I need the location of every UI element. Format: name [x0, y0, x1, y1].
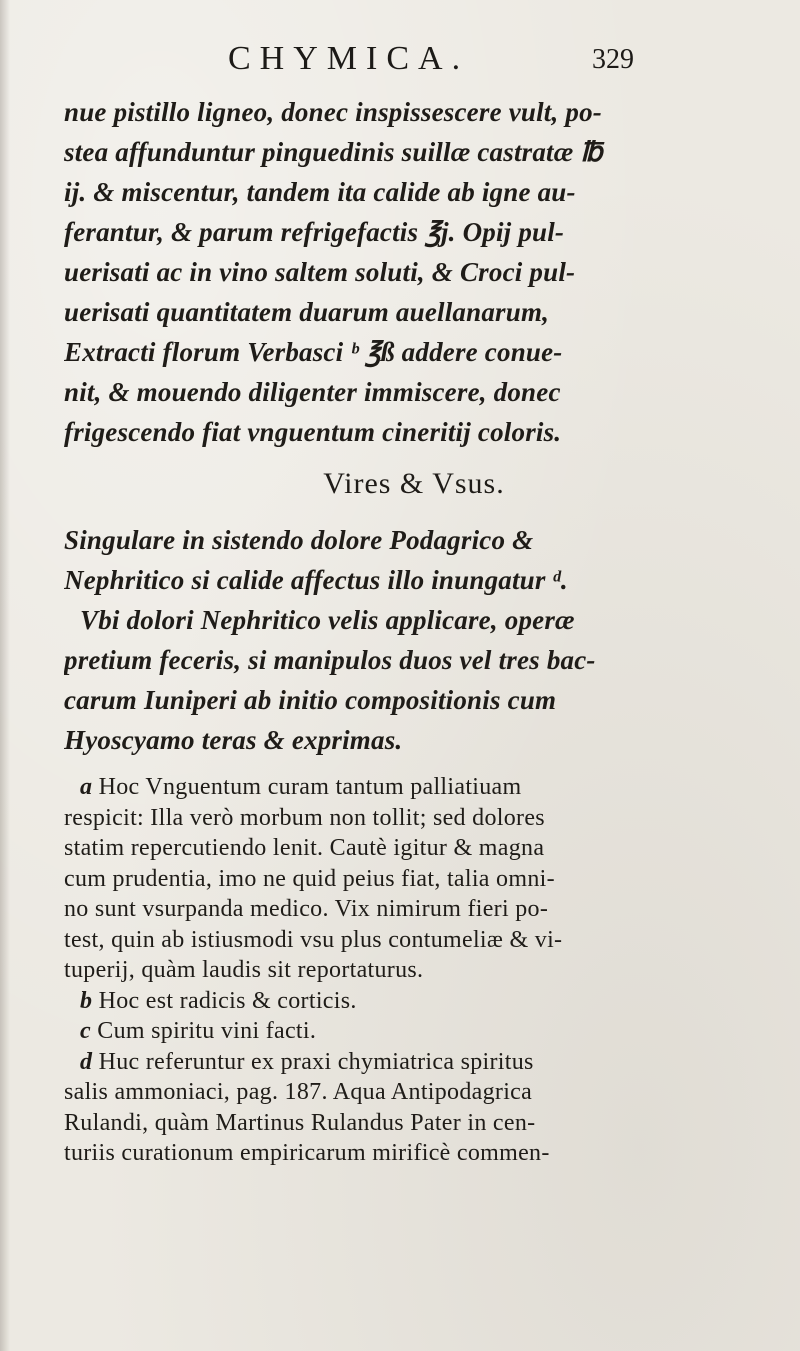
section-heading: Vires & Vsus.: [323, 467, 505, 500]
footnote-d: [64, 1047, 764, 1169]
page-header: [0, 40, 800, 90]
prescription-paragraph: [64, 92, 764, 452]
footnote-c: [64, 1016, 764, 1047]
footnote-line: [64, 772, 764, 803]
text-line: Nephritico si calide affectus illo inungatur ᵈ.: [64, 565, 568, 595]
spacer: [64, 760, 764, 772]
text-line: nit, & mouendo diligenter immiscere, donec: [64, 377, 561, 407]
footnote-text: Huc referuntur ex praxi chymiatrica spiritus: [98, 1048, 534, 1075]
text-line: Singulare in sistendo dolore Podagrico &: [64, 525, 534, 555]
footnote-line: statim repercutiendo lenit. Cautè igitur & magna: [64, 835, 545, 861]
footnote-line: no sunt vsurpanda medico. Vix nimirum fieri po-: [64, 896, 549, 922]
text-line: uerisati ac in vino saltem soluti, & Croci pul-: [64, 257, 576, 287]
footnote-line: [64, 986, 764, 1017]
text-line: ferantur, & parum refrigefactis ℥j. Opij pul-: [64, 217, 565, 247]
text-line: frigescendo fiat vnguentum cineritij coloris.: [64, 417, 562, 447]
footnote-line: [64, 1016, 764, 1047]
text-line: uerisati quantitatem duarum auellanarum,: [64, 297, 550, 327]
footnote-text: Cum spiritu vini facti.: [97, 1018, 317, 1044]
footnote-line: test, quin ab istiusmodi vsu plus contumeliæ & vi-: [64, 926, 563, 953]
text-line: Extracti florum Verbasci ᵇ ℥ß addere conue-: [64, 337, 563, 367]
footnote-marker: a: [80, 774, 93, 800]
text-line: stea affunduntur pinguedinis suillæ castratæ ℔: [64, 137, 603, 167]
footnote-a: [64, 772, 764, 986]
footnote-marker: b: [80, 987, 93, 1014]
text-line: Hyoscyamo teras & exprimas.: [64, 725, 403, 755]
footnote-text: Hoc Vnguentum curam tantum palliatiuam: [98, 774, 522, 800]
text-line: pretium feceris, si manipulos duos vel tres bac-: [64, 645, 596, 675]
page-body: [64, 92, 764, 1169]
page-spine-shadow: [0, 0, 10, 1351]
footnote-line: cum prudentia, imo ne quid peius fiat, talia omni-: [64, 865, 555, 892]
footnote-b: [64, 986, 764, 1017]
page-number: 329: [592, 44, 634, 75]
footnote-line: Rulandi, quàm Martinus Rulandus Pater in cen-: [64, 1109, 536, 1136]
vires-paragraph: [64, 520, 764, 760]
footnote-marker: d: [80, 1048, 93, 1075]
footnote-line: tuperij, quàm laudis sit reportaturus.: [64, 957, 424, 983]
footnote-marker: c: [80, 1018, 91, 1044]
footnote-line: respicit: Illa verò morbum non tollit; sed dolores: [64, 804, 545, 831]
footnote-line: turiis curationum empiricarum mirificè commen-: [64, 1140, 550, 1166]
running-title: CHYMICA.: [228, 40, 470, 77]
text-line: carum Iuniperi ab initio compositionis cum: [64, 685, 557, 715]
text-line: Vbi dolori Nephritico velis applicare, operæ: [80, 605, 575, 635]
footnote-line: salis ammoniaci, pag. 187. Aqua Antipodagrica: [64, 1079, 533, 1105]
text-line: nue pistillo ligneo, donec inspissescere vult, po-: [64, 97, 603, 127]
text-line: ij. & miscentur, tandem ita calide ab igne au-: [64, 177, 576, 207]
footnote-text: Hoc est radicis & corticis.: [98, 987, 357, 1014]
footnote-line: [64, 1047, 764, 1078]
footnotes: [64, 772, 764, 1169]
